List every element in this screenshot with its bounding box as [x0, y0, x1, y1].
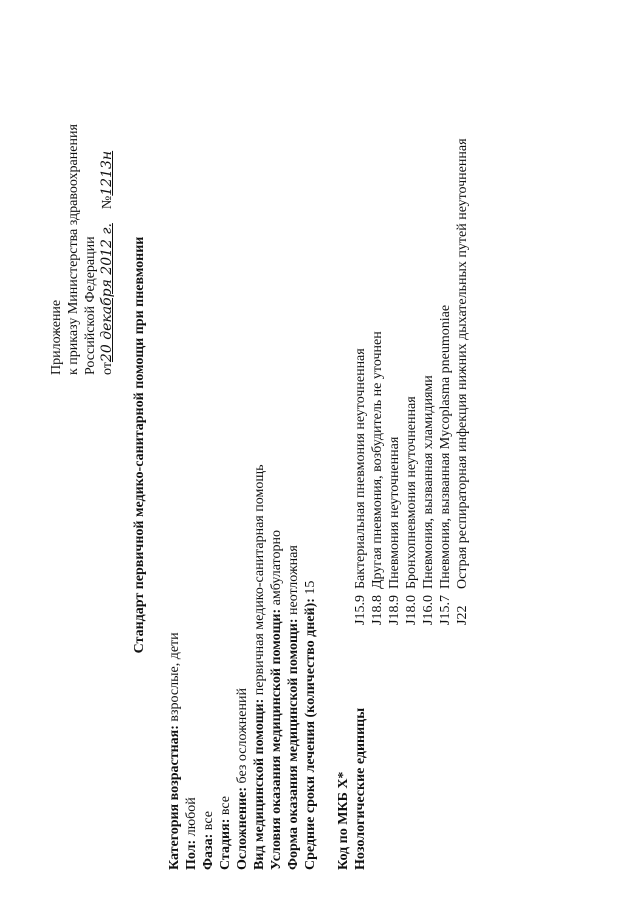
order-number: 1213н: [99, 150, 115, 196]
list-item: J18.0Бронхопневмония неуточненная: [404, 396, 419, 625]
param-care-type: Вид медицинской помощи: первичная медико-санитарная помощь: [252, 464, 267, 870]
nosology-header: Нозологические единицы: [353, 707, 368, 870]
appendix-line-federation: Российской Федерации: [83, 236, 98, 375]
param-sex: Пол: любой: [184, 797, 199, 870]
standard-parameters: [166, 170, 319, 870]
param-care-conditions: Условия оказания медицинской помощи: амбулаторно: [269, 530, 284, 870]
param-phase: Фаза: все: [201, 811, 216, 870]
list-item: J15.9Бактериальная пневмония неуточненная: [353, 348, 368, 625]
list-item: J18.8Другая пневмония, возбудитель не уточнен: [370, 331, 385, 625]
order-date: 20 декабря 2012 г.: [99, 223, 115, 363]
mkb-code-header: Код по МКБ X*: [336, 771, 351, 870]
mkb-code-list: [352, 25, 471, 625]
appendix-order-line: [99, 35, 116, 375]
param-treatment-duration: Средние сроки лечения (количество дней): 15: [303, 580, 318, 870]
param-complication: Осложнение: без осложнений: [235, 688, 250, 870]
list-item: J18.9Пневмония неуточненная: [387, 436, 402, 625]
appendix-block: [48, 35, 116, 375]
document-title: Стандарт первичной медико-санитарной помощи при пневмонии: [132, 236, 147, 654]
param-age-category: Категория возрастная: взрослые, дети: [167, 632, 182, 870]
order-number-prefix: №: [100, 195, 115, 210]
appendix-title: Приложение: [49, 299, 64, 375]
appendix-line-ministry: к приказу Министерства здравоохранения: [66, 124, 81, 375]
list-item: J22Острая респираторная инфекция нижних дыхательных путей неуточненная: [455, 138, 470, 625]
param-stage: Стадия: все: [218, 796, 233, 870]
order-prefix: от: [100, 362, 115, 375]
list-item: J15.7Пневмония, вызванная Mycoplasma pneumoniae: [438, 304, 453, 625]
list-item: J16.0Пневмония, вызванная хламидиями: [421, 375, 436, 625]
param-care-form: Форма оказания медицинской помощи: неотложная: [286, 545, 301, 870]
